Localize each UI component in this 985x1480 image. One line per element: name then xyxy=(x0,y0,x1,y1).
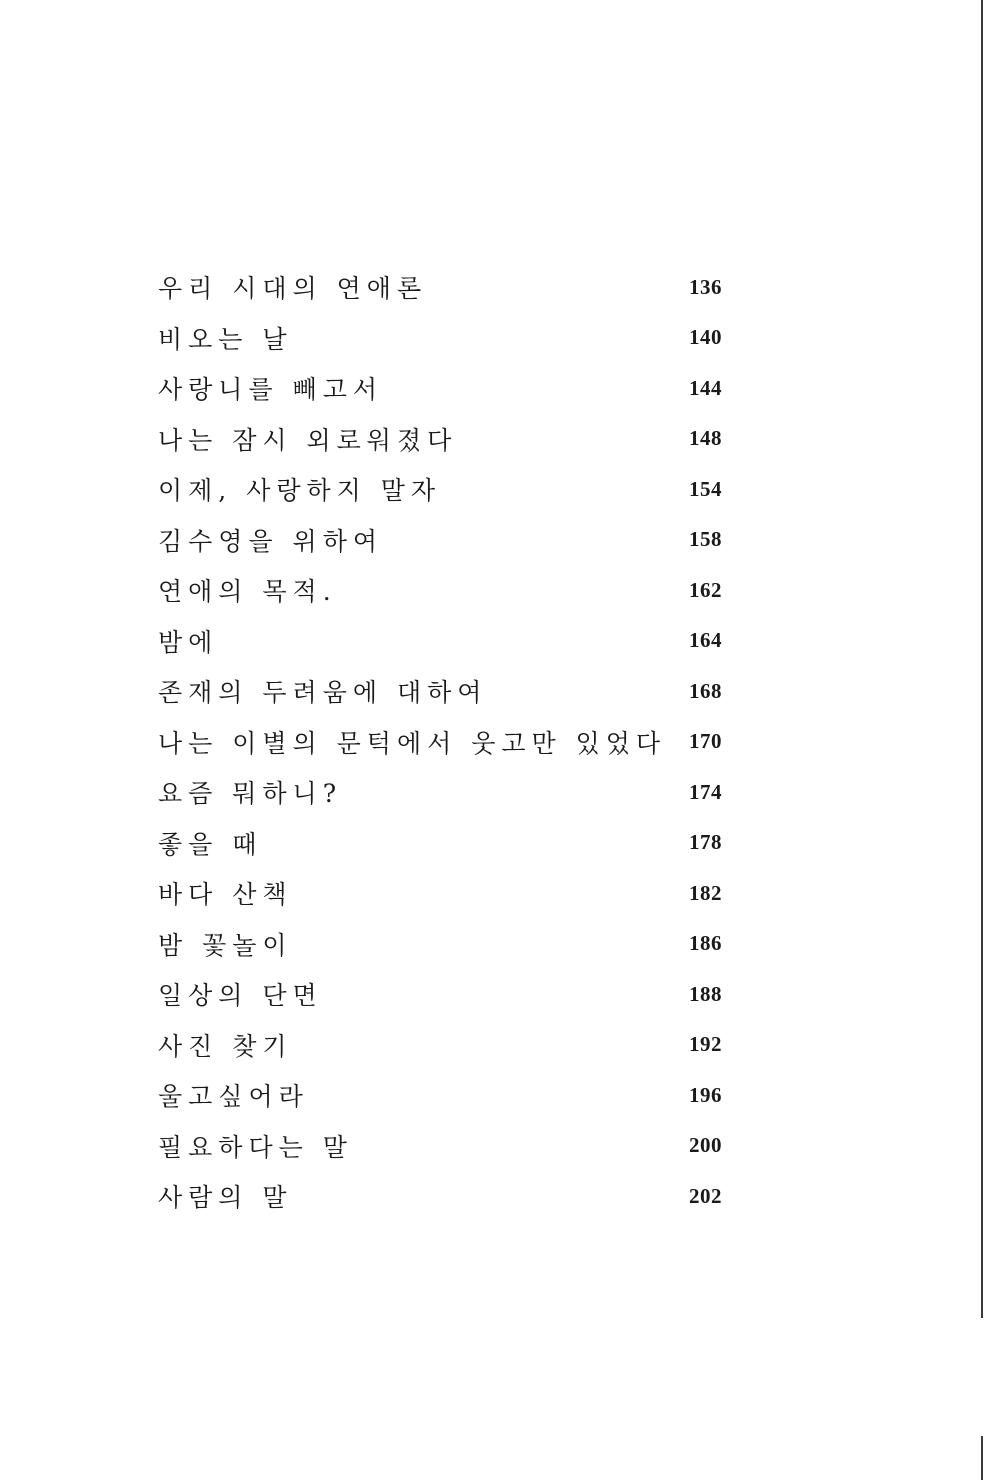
toc-entry xyxy=(158,363,722,414)
toc-entry xyxy=(158,1020,722,1071)
toc-entry-page-number: 164 xyxy=(689,628,722,653)
toc-entry-page-number: 174 xyxy=(689,779,722,804)
toc-entry-title: 울고싶어라 xyxy=(158,1082,309,1112)
toc-entry-page-number: 154 xyxy=(689,476,722,501)
table-of-contents xyxy=(158,262,722,1222)
toc-entry xyxy=(158,717,722,768)
toc-entry xyxy=(158,313,722,364)
toc-entry-page-number: 158 xyxy=(689,527,722,552)
toc-entry-page-number: 182 xyxy=(689,880,722,905)
toc-entry-title: 나는 이별의 문턱에서 웃고만 있었다 xyxy=(158,728,667,758)
toc-entry-title: 이제, 사랑하지 말자 xyxy=(158,476,442,506)
toc-entry-page-number: 168 xyxy=(689,678,722,703)
toc-entry-title: 일상의 단면 xyxy=(158,981,323,1011)
page-edge-divider xyxy=(981,0,983,1318)
toc-entry-title: 사람의 말 xyxy=(158,1183,293,1213)
toc-entry xyxy=(158,969,722,1020)
toc-entry-title: 밤 꽃놀이 xyxy=(158,930,293,960)
toc-entry-title: 비오는 날 xyxy=(158,324,293,354)
toc-entry-page-number: 170 xyxy=(689,729,722,754)
toc-entry-page-number: 148 xyxy=(689,426,722,451)
toc-entry-title: 존재의 두려움에 대하여 xyxy=(158,678,488,708)
toc-entry xyxy=(158,464,722,515)
toc-entry-title: 바다 산책 xyxy=(158,880,293,910)
toc-entry-page-number: 136 xyxy=(689,274,722,299)
toc-entry xyxy=(158,616,722,667)
toc-entry xyxy=(158,565,722,616)
toc-entry-page-number: 196 xyxy=(689,1082,722,1107)
toc-entry-title: 연애의 목적. xyxy=(158,577,337,607)
toc-entry-page-number: 178 xyxy=(689,830,722,855)
toc-entry-title: 나는 잠시 외로워졌다 xyxy=(158,425,458,455)
toc-entry xyxy=(158,262,722,313)
toc-entry xyxy=(158,1070,722,1121)
toc-entry-title: 우리 시대의 연애론 xyxy=(158,274,428,304)
page-edge-divider-bottom xyxy=(981,1436,983,1480)
toc-entry-page-number: 200 xyxy=(689,1133,722,1158)
toc-entry-page-number: 140 xyxy=(689,325,722,350)
toc-entry-title: 사진 찾기 xyxy=(158,1031,293,1061)
toc-entry-page-number: 202 xyxy=(689,1183,722,1208)
toc-entry-title: 요즘 뭐하니? xyxy=(158,779,343,809)
toc-entry-title: 김수영을 위하여 xyxy=(158,526,383,556)
toc-entry xyxy=(158,818,722,869)
toc-entry xyxy=(158,515,722,566)
toc-entry xyxy=(158,666,722,717)
toc-entry-page-number: 186 xyxy=(689,931,722,956)
toc-entry xyxy=(158,1171,722,1222)
toc-entry-page-number: 188 xyxy=(689,981,722,1006)
toc-entry xyxy=(158,767,722,818)
toc-entry-title: 밤에 xyxy=(158,627,219,657)
toc-entry-page-number: 144 xyxy=(689,375,722,400)
toc-entry-title: 사랑니를 빼고서 xyxy=(158,375,383,405)
toc-entry-page-number: 162 xyxy=(689,577,722,602)
toc-entry-title: 좋을 때 xyxy=(158,829,263,859)
toc-entry xyxy=(158,919,722,970)
toc-entry xyxy=(158,868,722,919)
toc-entry-page-number: 192 xyxy=(689,1032,722,1057)
toc-entry xyxy=(158,414,722,465)
toc-entry xyxy=(158,1121,722,1172)
toc-entry-title: 필요하다는 말 xyxy=(158,1132,353,1162)
